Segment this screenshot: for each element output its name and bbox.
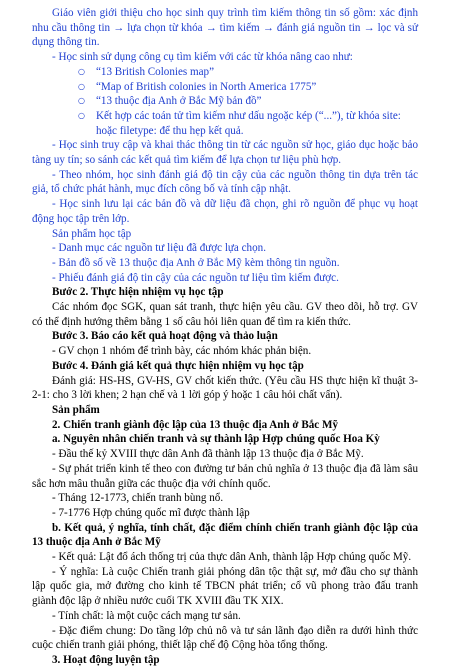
section2b-item: - Tính chất: là một cuộc cách mạng tư sản.	[52, 609, 241, 622]
section2a-item: - Sự phát triển kinh tế theo con đường tư bản chủ nghĩa ở 13 thuộc địa đã làm sâu sắc hơn mâu thuẫn giữa các thuộc địa với chính quốc.	[32, 462, 418, 490]
section2a-item: - 7-1776 Hợp chúng quốc mĩ được thành lập	[52, 506, 250, 519]
section2-heading: 2. Chiến tranh giành độc lập của 13 thuộc địa Anh ở Bắc Mỹ	[52, 418, 338, 431]
circle-bullet-icon: ○	[78, 96, 85, 106]
section2b-item: - Ý nghĩa: Là cuộc Chiến tranh giải phóng dân tộc thật sự, mở đầu cho sự thành lập quốc gia, mở đường cho kinh tế TBCN phát triển; cổ vũ phong trào đấu tranh giành độc lập ở nhiều nước cuối TK XVIII đầu TK XIX.	[32, 565, 418, 608]
step2-text: Các nhóm đọc SGK, quan sát tranh, thực hiện yêu cầu. GV theo dõi, hỗ trợ. GV có thể định hướng thêm bằng 1 số câu hỏi liên quan để tìm ra kiến thức.	[32, 301, 418, 328]
product-item: - Bản đồ số về 13 thuộc địa Anh ở Bắc Mỹ kèm thông tin nguồn.	[52, 256, 340, 269]
step4-heading: Bước 4. Đánh giá kết quả thực hiện nhiệm vụ học tập	[52, 359, 304, 372]
section2a-item: - Tháng 12-1773, chiến tranh bùng nổ.	[52, 492, 224, 505]
step2-heading: Bước 2. Thực hiện nhiệm vụ học tập	[52, 286, 224, 299]
product-item: - Phiếu đánh giá độ tin cậy của các nguồn tư liệu tìm kiếm được.	[52, 271, 339, 284]
list-item: ○ Kết hợp các toán tử tìm kiếm như dấu ngoặc kép (“...”), từ khóa site: hoặc filetype: để thu hẹp kết quả.	[78, 109, 401, 137]
search-keywords-list	[32, 65, 418, 139]
step3-heading: Bước 3. Báo cáo kết quả hoạt động và thảo luận	[52, 330, 278, 343]
blue-paragraph: - Học sinh truy cập và khai thác thông tin từ các nguồn sử học, giáo dục hoặc bảo tàng uy tín; so sánh các kết quả tìm kiếm để lựa chọn tư liệu phù hợp.	[32, 139, 418, 167]
section3-heading: 3. Hoạt động luyện tập	[52, 653, 160, 666]
list-item: ○ “13 British Colonies map”	[78, 65, 215, 78]
circle-bullet-icon: ○	[78, 110, 85, 120]
search-keywords-intro: - Học sinh sử dụng công cụ tìm kiếm với các từ khóa nâng cao như:	[52, 51, 353, 64]
section2a-item: - Đầu thế kỷ XVIII thực dân Anh đã thành lập 13 thuộc địa ở Bắc Mỹ.	[52, 448, 364, 461]
blue-paragraph: - Học sinh lưu lại các bản đồ và dữ liệu đã chọn, ghi rõ nguồn để phục vụ hoạt động học tập trên lớp.	[32, 198, 418, 225]
step4-text: Đánh giá: HS-HS, GV-HS, GV chốt kiến thức. (Yêu cầu HS thực hiện kĩ thuật 3-2-1: cho 3 lời khen; 2 hạn chế và 1 lời góp ý hoặc 1 câu hỏi chất vấn).	[32, 374, 418, 402]
product-item: - Danh mục các nguồn tư liệu đã được lựa chọn.	[52, 242, 266, 255]
circle-bullet-icon: ○	[78, 81, 85, 91]
list-item: ○ “Map of British colonies in North America 1775”	[78, 80, 317, 93]
blue-paragraph: - Theo nhóm, học sinh đánh giá độ tin cậy của các nguồn thông tin dựa trên tác giả, tổ chức phát hành, mục đích công bố và tính cập nhật.	[32, 168, 418, 196]
step3-text: - GV chọn 1 nhóm để trình bày, các nhóm khác phản biện.	[52, 345, 312, 358]
products-heading: Sản phẩm học tập	[52, 227, 132, 240]
section2b-item: - Kết quả: Lật đổ ách thống trị của thực dân Anh, thành lập Hợp chúng quốc Mỹ.	[52, 551, 412, 564]
circle-bullet-icon: ○	[78, 66, 85, 76]
product-label: Sản phẩm	[52, 403, 100, 416]
section2a-heading: a. Nguyên nhân chiến tranh và sự thành lập Hợp chúng quốc Hoa Kỳ	[52, 433, 380, 446]
intro-paragraph: Giáo viên giới thiệu cho học sinh quy trình tìm kiếm thông tin số gồm: xác định nhu cầu thông tin → lựa chọn từ khóa → tìm kiếm → đánh giá nguồn tin → lọc và sử dụng thông tin.	[32, 7, 418, 49]
section2b-heading: b. Kết quả, ý nghĩa, tính chất, đặc điểm chính chiến tranh giành độc lập của 13 thuộc địa Anh ở Bắc Mỹ	[32, 521, 418, 549]
list-item: ○ “13 thuộc địa Anh ở Bắc Mỹ bản đồ”	[78, 95, 262, 108]
section2b-item: - Đặc điểm chung: Do tầng lớp chủ nô và tư sản lãnh đạo diễn ra dưới hình thức cuộc chiến tranh giải phóng, thiết lập chế độ Cộng hòa tổng thống.	[32, 624, 418, 652]
